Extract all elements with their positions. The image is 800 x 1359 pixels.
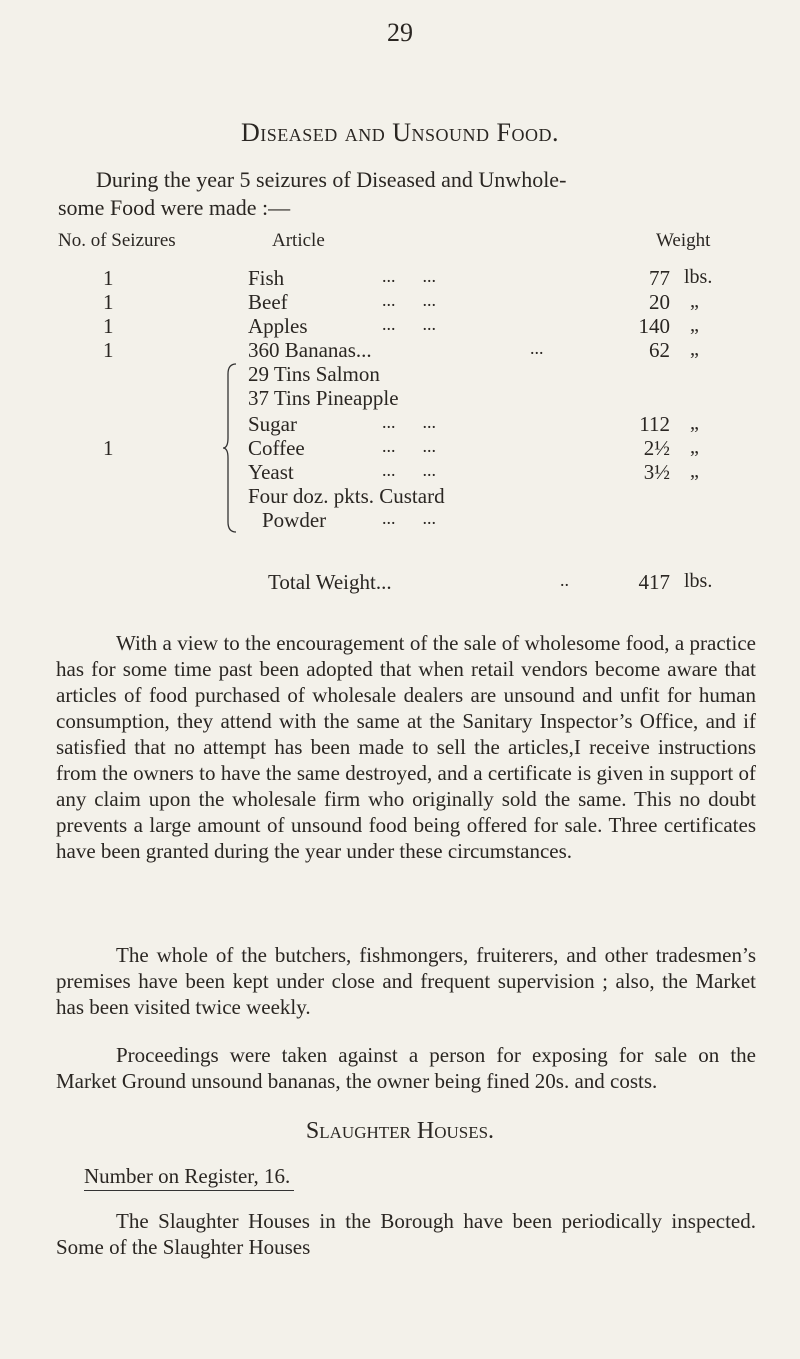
row-3-no: 1 xyxy=(103,314,114,338)
group-item-5-article: Yeast xyxy=(248,460,294,484)
group-item-7-dots: ... ... xyxy=(382,508,436,528)
section-heading: Diseased and Unsound Food. xyxy=(240,118,560,147)
paragraph-3-text: Proceedings were taken against a person for exposing for sale on the Market Ground unsound bananas, the owner being fined 20s. and costs. xyxy=(56,1043,756,1093)
slaughter-heading: Slaughter Houses. xyxy=(305,1118,495,1144)
total-dots: .. xyxy=(560,570,569,590)
group-item-4-dots: ... ... xyxy=(382,436,436,456)
paragraph-2 xyxy=(56,942,756,1020)
row-1-unit: lbs. xyxy=(684,266,713,288)
group-item-5-dots: ... ... xyxy=(382,460,436,480)
row-2-article: Beef xyxy=(248,290,288,314)
register-underline xyxy=(84,1190,294,1191)
group-item-7-article: Powder xyxy=(262,508,327,532)
row-1-dots: ... ... xyxy=(382,266,436,286)
column-header-weight: Weight xyxy=(656,230,711,251)
intro-line-1: During the year 5 seizures of Diseased and Unwhole- xyxy=(96,167,567,192)
column-header-seizures: No. of Seizures xyxy=(58,230,176,251)
group-no: 1 xyxy=(103,436,114,460)
group-item-4-article: Coffee xyxy=(248,436,305,460)
row-2-no: 1 xyxy=(103,290,114,314)
intro-text xyxy=(58,166,748,222)
paragraph-3 xyxy=(56,1042,756,1094)
row-3-unit: „ xyxy=(690,314,699,336)
group-item-4-unit: „ xyxy=(690,436,699,458)
group-item-3-unit: „ xyxy=(690,412,699,434)
row-1-no: 1 xyxy=(103,266,114,290)
group-item-4-weight: 2½ xyxy=(643,436,670,460)
paragraph-1 xyxy=(56,630,756,864)
row-4-dots: ... xyxy=(530,338,544,358)
row-4-weight: 62 xyxy=(649,338,670,362)
row-4-no: 1 xyxy=(103,338,114,362)
row-1-weight: 77 xyxy=(649,266,670,290)
group-item-3-article: Sugar xyxy=(248,412,297,436)
column-header-article: Article xyxy=(272,230,325,251)
row-4-unit: „ xyxy=(690,338,699,360)
row-3-article: Apples xyxy=(248,314,308,338)
total-label: Total Weight... xyxy=(268,570,392,594)
group-item-1-article: 29 Tins Salmon xyxy=(248,362,380,386)
intro-line-2: some Food were made :— xyxy=(58,195,291,220)
group-item-3-weight: 112 xyxy=(639,412,670,436)
paragraph-2-text: The whole of the butchers, fishmongers, fruiterers, and other tradesmen’s premises have been kept under close and frequent supervision ; also, the Market has been visited twice weekly. xyxy=(56,943,756,1019)
group-item-3-dots: ... ... xyxy=(382,412,436,432)
row-2-weight: 20 xyxy=(649,290,670,314)
page-number: 29 xyxy=(387,18,413,47)
group-item-5-unit: „ xyxy=(690,460,699,482)
group-brace xyxy=(222,362,240,534)
row-1-article: Fish xyxy=(248,266,285,290)
row-3-dots: ... ... xyxy=(382,314,436,334)
group-item-6-article: Four doz. pkts. Custard xyxy=(248,484,445,508)
row-2-dots: ... ... xyxy=(382,290,436,310)
paragraph-4 xyxy=(56,1208,756,1260)
paragraph-1-text: With a view to the encouragement of the sale of wholesome food, a practice has for some time past been adopted that when retail vendors become aware that articles of food purchased of wholesale dealers are unsound and unfit for human consumption, they attend with the same at the Sanitary Inspector’s Office, and if satisfied that no attempt has been made to sell the articles,I receive instructions from the owners to have the same destroyed, and a certificate is given in support of any claim upon the wholesale firm who originally sold the same. This no doubt prevents a large amount of unsound food being offered for sale. Three certificates have been granted during the year under these circumstances. xyxy=(56,631,756,863)
row-3-weight: 140 xyxy=(638,314,670,338)
row-4-article: 360 Bananas... xyxy=(248,338,372,362)
group-item-5-weight: 3½ xyxy=(643,460,670,484)
group-item-2-article: 37 Tins Pineapple xyxy=(248,386,399,410)
paragraph-4-text: The Slaughter Houses in the Borough have been periodically inspected. Some of the Slaughter Houses xyxy=(56,1209,756,1259)
register-count: Number on Register, 16. xyxy=(84,1164,291,1188)
total-weight: 417 xyxy=(638,570,670,594)
row-2-unit: „ xyxy=(690,290,699,312)
total-unit: lbs. xyxy=(684,570,713,592)
